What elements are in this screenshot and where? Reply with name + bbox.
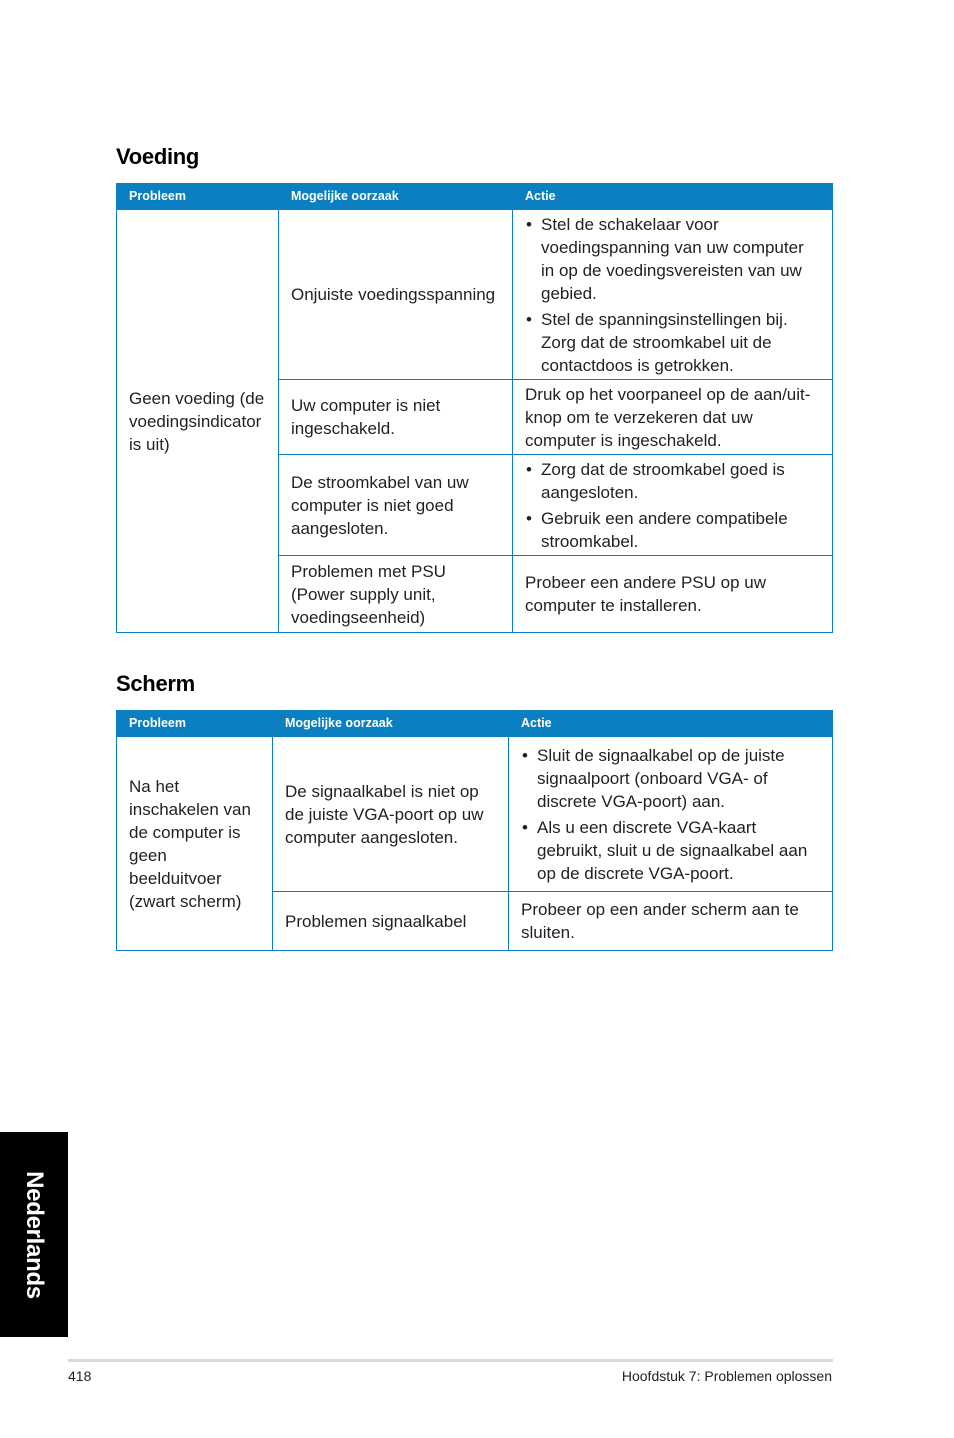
action-cell: Probeer op een ander scherm aan te sluiten. <box>509 892 833 951</box>
action-list-item: • Stel de spanningsinstellingen bij. Zorg dat de stroomkabel uit de contactdoos is getrokken. <box>525 308 820 377</box>
scherm-table <box>116 710 833 951</box>
action-cell: Druk op het voorpaneel op de aan/uit-knop om te verzekeren dat uw computer is ingeschakeld. <box>513 380 833 455</box>
action-cell: Probeer een andere PSU op uw computer te installeren. <box>513 556 833 633</box>
action-list-item: • Stel de schakelaar voor voedingspanning van uw computer in op de voedingsvereisten van uw gebied. <box>525 213 820 305</box>
footer-divider <box>68 1359 833 1362</box>
voeding-table <box>116 183 833 633</box>
action-list-item: • Gebruik een andere compatibele stroomkabel. <box>525 507 820 553</box>
section-title-scherm: Scherm <box>116 671 195 696</box>
cause-cell: De stroomkabel van uw computer is niet goed aangesloten. <box>279 455 513 556</box>
cause-cell: Onjuiste voedingsspanning <box>279 210 513 380</box>
table-header-row <box>117 711 833 737</box>
cause-cell: Uw computer is niet ingeschakeld. <box>279 380 513 455</box>
action-list-item: • Zorg dat de stroomkabel goed is aangesloten. <box>525 458 820 504</box>
table-row <box>117 210 833 380</box>
page-number: 418 <box>68 1368 92 1384</box>
header-mogelijke-oorzaak: Mogelijke oorzaak <box>273 711 509 737</box>
cause-cell: De signaalkabel is niet op de juiste VGA-poort op uw computer aangesloten. <box>273 737 509 892</box>
problem-cell: Na het inschakelen van de computer is geen beelduitvoer (zwart scherm) <box>117 737 273 951</box>
action-cell <box>509 737 833 892</box>
action-list-item: • Als u een discrete VGA-kaart gebruikt, sluit u de signaalkabel aan op de discrete VGA-poort. <box>521 816 820 885</box>
cause-cell: Problemen signaalkabel <box>273 892 509 951</box>
problem-cell: Geen voeding (de voedingsindicator is uit) <box>117 210 279 633</box>
section-title-voeding: Voeding <box>116 144 200 169</box>
action-list <box>525 458 820 553</box>
action-cell <box>513 210 833 380</box>
action-cell <box>513 455 833 556</box>
action-list-item: • Sluit de signaalkabel op de juiste signaalpoort (onboard VGA- of discrete VGA-poort) aan. <box>521 744 820 813</box>
header-probleem: Probleem <box>117 711 273 737</box>
header-mogelijke-oorzaak: Mogelijke oorzaak <box>279 184 513 210</box>
cause-cell: Problemen met PSU (Power supply unit, voedingseenheid) <box>279 556 513 633</box>
language-label: Nederlands <box>21 1170 48 1299</box>
table-row <box>117 737 833 892</box>
header-probleem: Probleem <box>117 184 279 210</box>
action-list <box>521 744 820 885</box>
language-side-tab <box>0 1132 68 1337</box>
table-header-row <box>117 184 833 210</box>
header-actie: Actie <box>509 711 833 737</box>
header-actie: Actie <box>513 184 833 210</box>
chapter-title: Hoofdstuk 7: Problemen oplossen <box>621 1368 832 1384</box>
action-list <box>525 213 820 377</box>
